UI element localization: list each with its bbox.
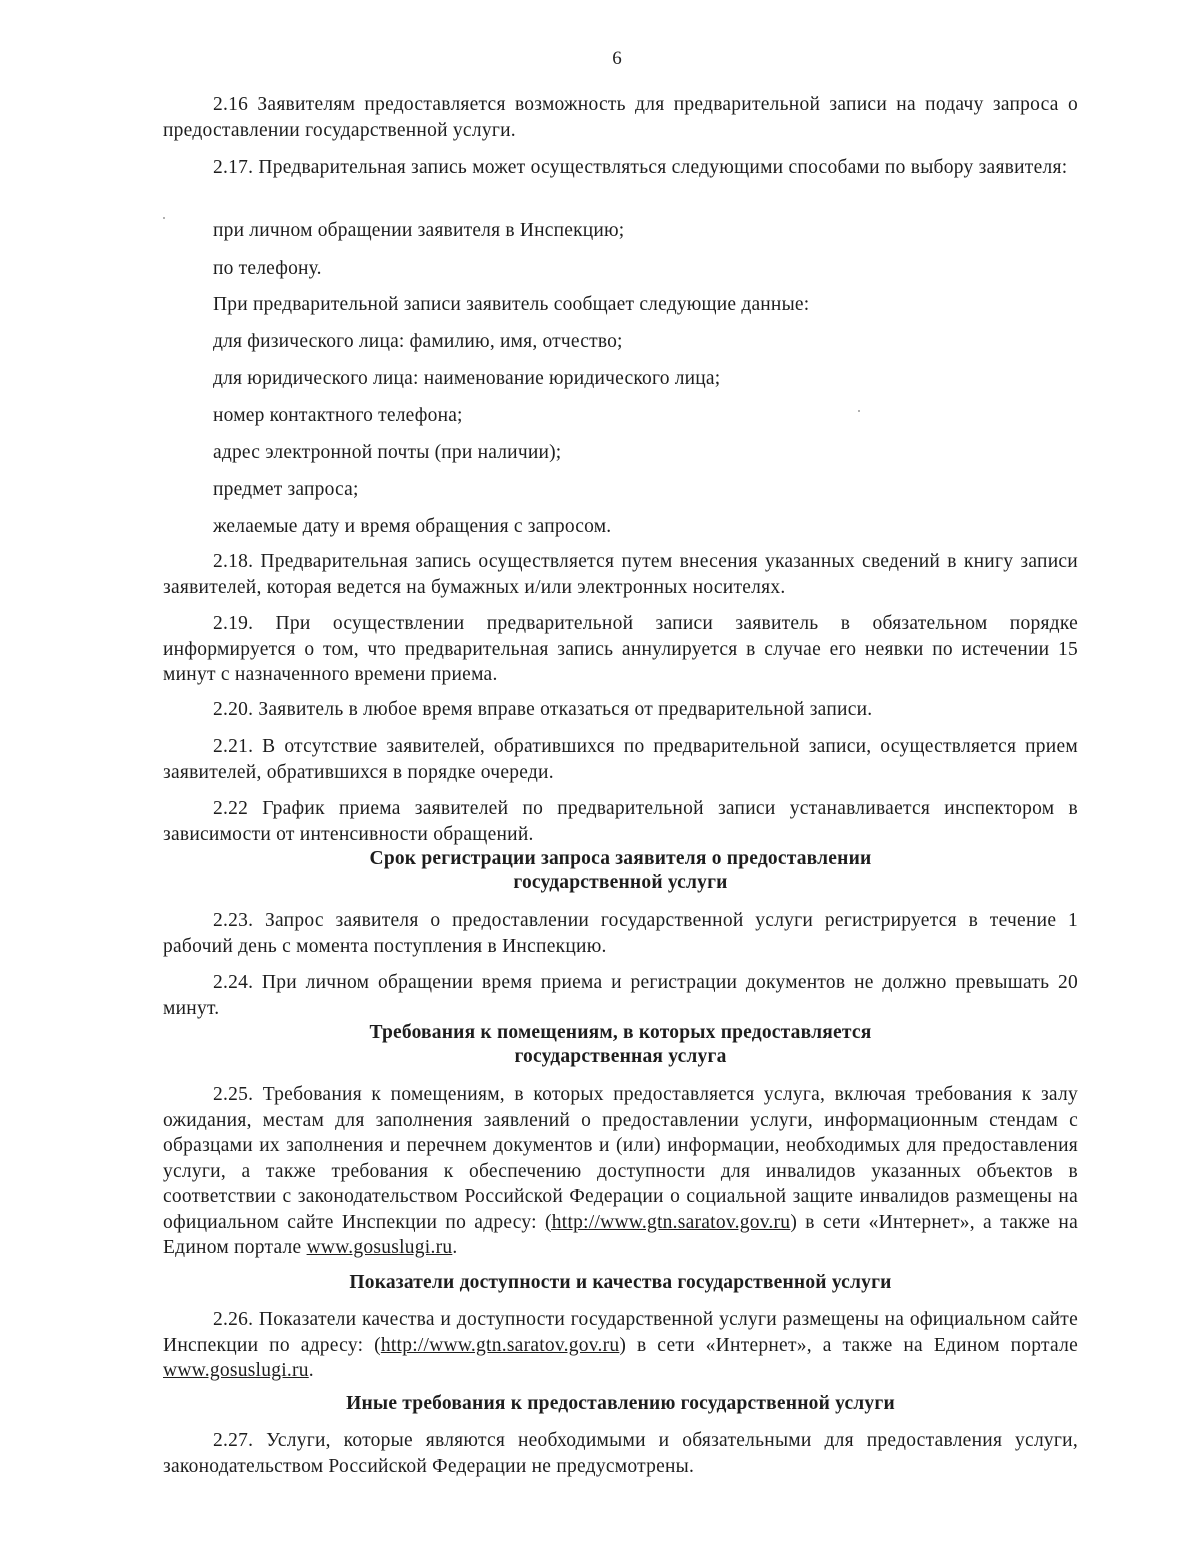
heading-line: государственная услуга [514, 1046, 727, 1067]
list-item: при личном обращении заявителя в Инспекцию; [213, 220, 625, 241]
paragraph-2-21: 2.21. В отсутствие заявителей, обратившихся по предварительной записи, осуществляется прием заявителей, обратившихся в порядке очереди. [163, 736, 1078, 783]
section-heading-other: Иные требования к предоставлению государственной услуги [346, 1393, 895, 1414]
list-item: по телефону. [213, 258, 322, 279]
list-item: предмет запроса; [213, 479, 359, 500]
list-item: номер контактного телефона; [213, 405, 463, 426]
scan-speck [858, 410, 860, 412]
section-heading-indicators: Показатели доступности и качества государственной услуги [349, 1272, 892, 1293]
section-heading-premises [163, 1021, 1078, 1069]
section-heading-registration [163, 847, 1078, 895]
page-number: 6 [612, 48, 622, 69]
paragraph-text: ) в сети «Интернет», а также на Едином портале [619, 1334, 1079, 1356]
list-item: желаемые дату и время обращения с запросом. [213, 516, 612, 537]
gtn-site-link[interactable]: (http://www.gtn.saratov.gov.ru [545, 1211, 791, 1233]
paragraph-text: ) в сети «Интернет», а также на Едином портале [163, 1211, 1078, 1258]
scan-speck [163, 217, 165, 219]
paragraph-2-25 [163, 1082, 1078, 1261]
gosuslugi-link[interactable]: www.gosuslugi.ru [306, 1237, 453, 1258]
paragraph-text: . [452, 1237, 458, 1258]
list-item: для физического лица: фамилию, имя, отчество; [213, 331, 623, 352]
paragraph-text: 2.25. Требования к помещениям, в которых предоставляется услуга, включая требования к залу ожидания, местам для заполнения заявлений о предоставлении услуги, информационным стендам с образцами их заполнения и перечнем документов и (или) информации, необходимых для предоставления услуги, а также требования к обеспечению доступности для инвалидов указанных объектов в соответствии с законодательством Российской Федерации о социальной защите инвалидов размещены на официальном сайте Инспекции по адресу: [163, 1084, 1078, 1233]
heading-line: Требования к помещениям, в которых предоставляется [369, 1022, 872, 1043]
paragraph-text: 2.26. Показатели качества и доступности государственной услуги размещены на официальном сайте Инспекции по адресу: ( [163, 1309, 1078, 1356]
paragraph-2-18: 2.18. Предварительная запись осуществляется путем внесения указанных сведений в книгу записи заявителей, которая ведется на бумажных и/или электронных носителях. [163, 551, 1078, 598]
paragraph-2-19: 2.19. При осуществлении предварительной записи заявитель в обязательном порядке информируется о том, что предварительная запись аннулируется в случае его неявки по истечении 15 минут с назначенного времени приема. [163, 613, 1078, 685]
paragraph-2-16: 2.16 Заявителям предоставляется возможность для предварительной записи на подачу запроса о предоставлении государственной услуги. [163, 94, 1078, 141]
paragraph-2-27: 2.27. Услуги, которые являются необходимыми и обязательными для предоставления услуги, законодательством Российской Федерации не предусмотрены. [163, 1430, 1078, 1477]
paragraph-2-26 [163, 1307, 1078, 1384]
gtn-site-link[interactable]: http://www.gtn.saratov.gov.ru [380, 1334, 620, 1356]
paragraph-2-24: 2.24. При личном обращении время приема и регистрации документов не должно превышать 20 минут. [163, 972, 1078, 1019]
paragraph-2-20: 2.20. Заявитель в любое время вправе отказаться от предварительной записи. [213, 699, 873, 720]
list-item: адрес электронной почты (при наличии); [213, 442, 562, 463]
list-item: для юридического лица: наименование юридического лица; [213, 368, 721, 389]
paragraph-2-17: 2.17. Предварительная запись может осуществляться следующими способами по выбору заявителя: [213, 157, 1068, 178]
paragraph-text: . [308, 1360, 314, 1381]
heading-line: государственной услуги [513, 872, 728, 893]
paragraph-2-22: 2.22 График приема заявителей по предварительной записи устанавливается инспектором в зависимости от интенсивности обращений. [163, 798, 1078, 845]
paragraph-2-23: 2.23. Запрос заявителя о предоставлении государственной услуги регистрируется в течение 1 рабочий день с момента поступления в Инспекцию. [163, 910, 1078, 957]
heading-line: Срок регистрации запроса заявителя о предоставлении [369, 848, 872, 869]
data-intro: При предварительной записи заявитель сообщает следующие данные: [213, 294, 810, 315]
gosuslugi-link[interactable]: www.gosuslugi.ru [163, 1360, 309, 1381]
